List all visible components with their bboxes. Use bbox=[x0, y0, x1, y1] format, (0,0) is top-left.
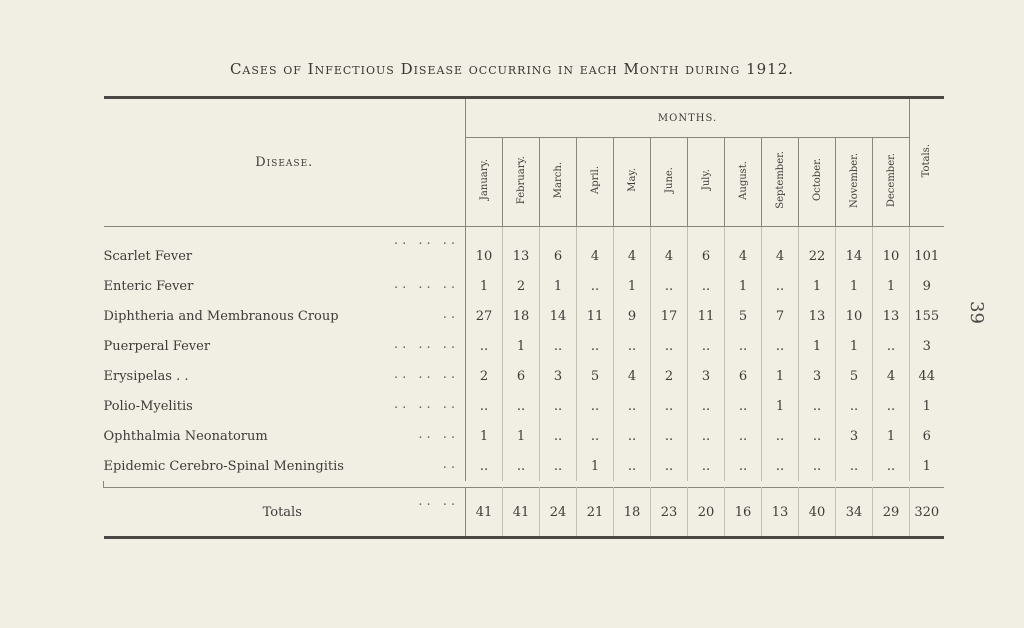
month-value-cell: .. bbox=[577, 421, 614, 451]
month-header bbox=[577, 138, 614, 227]
months-column-header: MONTHS. bbox=[466, 98, 910, 138]
disease-name: Diphtheria and Membranous Croup bbox=[104, 309, 343, 324]
month-value-cell: 1 bbox=[873, 271, 910, 301]
month-value-cell: .. bbox=[577, 271, 614, 301]
month-value-cell: 1 bbox=[762, 391, 799, 421]
month-value-cell: 2 bbox=[466, 361, 503, 391]
month-value-cell: .. bbox=[651, 391, 688, 421]
month-value-cell: 2 bbox=[503, 271, 540, 301]
month-value-cell: 29 bbox=[873, 488, 910, 538]
dot-leaders: .. .. bbox=[418, 494, 459, 509]
month-value-cell: .. bbox=[503, 451, 540, 481]
month-value-cell: 11 bbox=[688, 301, 725, 331]
month-value-cell: .. bbox=[873, 451, 910, 481]
month-value-cell: .. bbox=[688, 271, 725, 301]
month-value-cell: .. bbox=[651, 331, 688, 361]
dot-leaders: .. bbox=[442, 457, 459, 472]
row-total-cell: 155 bbox=[910, 301, 944, 331]
month-value-cell: 3 bbox=[836, 421, 873, 451]
month-value-cell: .. bbox=[688, 391, 725, 421]
table-row bbox=[104, 488, 944, 538]
table-row bbox=[104, 361, 944, 391]
month-header bbox=[540, 138, 577, 227]
table-row bbox=[104, 421, 944, 451]
month-value-cell: .. bbox=[466, 331, 503, 361]
disease-name-cell bbox=[104, 421, 466, 451]
month-value-cell: 6 bbox=[725, 361, 762, 391]
month-value-cell: 23 bbox=[651, 488, 688, 538]
month-value-cell: 1 bbox=[762, 361, 799, 391]
month-value-cell: 4 bbox=[725, 227, 762, 272]
month-value-cell: 13 bbox=[762, 488, 799, 538]
month-header bbox=[614, 138, 651, 227]
month-header-label: March. bbox=[552, 161, 564, 199]
month-value-cell: 14 bbox=[540, 301, 577, 331]
month-header-label: February. bbox=[515, 155, 527, 205]
month-value-cell: 4 bbox=[873, 361, 910, 391]
month-value-cell: 6 bbox=[540, 227, 577, 272]
month-value-cell: .. bbox=[540, 331, 577, 361]
month-value-cell: .. bbox=[725, 451, 762, 481]
month-header bbox=[873, 138, 910, 227]
month-value-cell: 9 bbox=[614, 301, 651, 331]
month-value-cell: 41 bbox=[466, 488, 503, 538]
month-header-label: June. bbox=[663, 167, 675, 193]
month-value-cell: 1 bbox=[503, 331, 540, 361]
month-value-cell: .. bbox=[762, 271, 799, 301]
month-value-cell: 21 bbox=[577, 488, 614, 538]
month-value-cell: .. bbox=[540, 391, 577, 421]
month-header bbox=[688, 138, 725, 227]
month-value-cell: 13 bbox=[503, 227, 540, 272]
month-value-cell: 1 bbox=[466, 421, 503, 451]
month-value-cell: .. bbox=[466, 451, 503, 481]
table-row bbox=[104, 391, 944, 421]
dot-leaders: .. .. .. bbox=[393, 277, 459, 292]
month-header-label: October. bbox=[811, 158, 823, 202]
month-value-cell: 22 bbox=[799, 227, 836, 272]
month-value-cell: 40 bbox=[799, 488, 836, 538]
month-header bbox=[725, 138, 762, 227]
table-title: Cases of Infectious Disease occurring in each Month during 1912. bbox=[229, 60, 795, 78]
month-value-cell: 1 bbox=[873, 421, 910, 451]
month-value-cell: .. bbox=[614, 391, 651, 421]
month-value-cell: 4 bbox=[577, 227, 614, 272]
month-value-cell: .. bbox=[873, 331, 910, 361]
month-value-cell: 10 bbox=[873, 227, 910, 272]
disease-name-cell bbox=[104, 271, 466, 301]
month-value-cell: .. bbox=[799, 391, 836, 421]
month-value-cell: 24 bbox=[540, 488, 577, 538]
month-header-label: November. bbox=[848, 152, 860, 208]
totals-column-header bbox=[910, 98, 944, 227]
month-value-cell: .. bbox=[540, 451, 577, 481]
disease-name-cell bbox=[104, 451, 466, 481]
month-value-cell: 1 bbox=[614, 271, 651, 301]
row-total-cell: 1 bbox=[910, 451, 944, 481]
month-header bbox=[836, 138, 873, 227]
totals-header-label: Totals. bbox=[921, 143, 933, 178]
month-value-cell: 10 bbox=[466, 227, 503, 272]
month-value-cell: .. bbox=[651, 451, 688, 481]
dot-leaders: .. bbox=[442, 307, 459, 322]
month-value-cell: 20 bbox=[688, 488, 725, 538]
disease-name: Erysipelas . . bbox=[104, 369, 193, 384]
month-value-cell: 18 bbox=[614, 488, 651, 538]
row-total-cell: 6 bbox=[910, 421, 944, 451]
dot-leaders: .. .. .. bbox=[393, 397, 459, 412]
disease-name-cell bbox=[104, 331, 466, 361]
disease-name: Polio-Myelitis bbox=[104, 399, 197, 414]
disease-name: Ophthalmia Neonatorum bbox=[104, 429, 272, 444]
row-total-cell: 101 bbox=[910, 227, 944, 272]
row-total-cell: 1 bbox=[910, 391, 944, 421]
month-value-cell: .. bbox=[725, 421, 762, 451]
month-value-cell: .. bbox=[651, 421, 688, 451]
month-value-cell: 17 bbox=[651, 301, 688, 331]
dot-leaders: .. .. bbox=[418, 427, 459, 442]
month-value-cell: .. bbox=[725, 331, 762, 361]
month-value-cell: 6 bbox=[688, 227, 725, 272]
month-value-cell: 13 bbox=[799, 301, 836, 331]
month-header-label: April. bbox=[589, 166, 601, 194]
month-header-label: January. bbox=[478, 159, 490, 201]
disease-name-cell bbox=[104, 391, 466, 421]
month-value-cell: .. bbox=[540, 421, 577, 451]
month-value-cell: 4 bbox=[762, 227, 799, 272]
month-value-cell: .. bbox=[688, 421, 725, 451]
month-value-cell: 3 bbox=[540, 361, 577, 391]
month-header-label: December. bbox=[885, 152, 897, 208]
row-total-cell: 320 bbox=[910, 488, 944, 538]
month-value-cell: 7 bbox=[762, 301, 799, 331]
disease-name-cell bbox=[104, 301, 466, 331]
month-value-cell: 1 bbox=[836, 271, 873, 301]
month-value-cell: 27 bbox=[466, 301, 503, 331]
month-value-cell: .. bbox=[688, 451, 725, 481]
row-total-cell: 44 bbox=[910, 361, 944, 391]
month-value-cell: 5 bbox=[577, 361, 614, 391]
month-value-cell: 41 bbox=[503, 488, 540, 538]
month-value-cell: 1 bbox=[503, 421, 540, 451]
month-value-cell: .. bbox=[503, 391, 540, 421]
month-value-cell: 6 bbox=[503, 361, 540, 391]
month-value-cell: 1 bbox=[540, 271, 577, 301]
month-header-label: May. bbox=[626, 168, 638, 192]
month-value-cell: .. bbox=[614, 331, 651, 361]
month-value-cell: 5 bbox=[836, 361, 873, 391]
infectious-disease-table bbox=[103, 96, 944, 539]
table-row bbox=[104, 271, 944, 301]
disease-name: Enteric Fever bbox=[104, 279, 198, 294]
month-value-cell: 4 bbox=[614, 227, 651, 272]
month-value-cell: .. bbox=[799, 451, 836, 481]
month-value-cell: .. bbox=[466, 391, 503, 421]
month-header bbox=[799, 138, 836, 227]
table-row bbox=[104, 451, 944, 481]
month-header-label: July. bbox=[700, 169, 712, 191]
month-value-cell: 18 bbox=[503, 301, 540, 331]
dot-leaders: .. .. .. bbox=[393, 233, 459, 248]
month-header bbox=[651, 138, 688, 227]
row-total-cell: 3 bbox=[910, 331, 944, 361]
month-value-cell: 16 bbox=[725, 488, 762, 538]
month-value-cell: 11 bbox=[577, 301, 614, 331]
month-value-cell: 10 bbox=[836, 301, 873, 331]
month-value-cell: .. bbox=[762, 421, 799, 451]
month-value-cell: .. bbox=[688, 331, 725, 361]
disease-name-cell bbox=[104, 227, 466, 272]
table-row bbox=[104, 331, 944, 361]
month-header bbox=[503, 138, 540, 227]
month-value-cell: .. bbox=[799, 421, 836, 451]
month-value-cell: 1 bbox=[799, 271, 836, 301]
disease-name-cell bbox=[104, 361, 466, 391]
month-value-cell: 5 bbox=[725, 301, 762, 331]
month-value-cell: .. bbox=[873, 391, 910, 421]
month-header bbox=[466, 138, 503, 227]
month-value-cell: .. bbox=[836, 451, 873, 481]
month-value-cell: 1 bbox=[799, 331, 836, 361]
disease-name: Epidemic Cerebro-Spinal Meningitis bbox=[104, 459, 348, 474]
disease-name: Puerperal Fever bbox=[104, 339, 215, 354]
month-header-label: September. bbox=[774, 151, 786, 209]
month-value-cell: 3 bbox=[688, 361, 725, 391]
month-value-cell: 1 bbox=[466, 271, 503, 301]
month-value-cell: .. bbox=[577, 391, 614, 421]
month-value-cell: .. bbox=[614, 451, 651, 481]
month-header bbox=[762, 138, 799, 227]
table-row bbox=[104, 227, 944, 272]
month-value-cell: .. bbox=[614, 421, 651, 451]
month-value-cell: .. bbox=[725, 391, 762, 421]
month-header-label: August. bbox=[737, 160, 749, 200]
month-value-cell: 1 bbox=[836, 331, 873, 361]
row-total-cell: 9 bbox=[910, 271, 944, 301]
month-value-cell: .. bbox=[577, 331, 614, 361]
month-value-cell: 3 bbox=[799, 361, 836, 391]
month-value-cell: 2 bbox=[651, 361, 688, 391]
disease-column-header: Disease. bbox=[104, 98, 466, 227]
month-value-cell: .. bbox=[836, 391, 873, 421]
month-value-cell: 4 bbox=[614, 361, 651, 391]
month-value-cell: 34 bbox=[836, 488, 873, 538]
month-value-cell: 1 bbox=[725, 271, 762, 301]
dot-leaders: .. .. .. bbox=[393, 367, 459, 382]
dot-leaders: .. .. .. bbox=[393, 337, 459, 352]
month-value-cell: .. bbox=[762, 451, 799, 481]
month-value-cell: .. bbox=[651, 271, 688, 301]
month-value-cell: 13 bbox=[873, 301, 910, 331]
page-number: 39 bbox=[965, 301, 987, 324]
month-value-cell: 14 bbox=[836, 227, 873, 272]
month-value-cell: .. bbox=[762, 331, 799, 361]
month-value-cell: 1 bbox=[577, 451, 614, 481]
disease-name: Totals bbox=[263, 505, 306, 520]
table-row bbox=[104, 301, 944, 331]
disease-name: Scarlet Fever bbox=[104, 249, 197, 264]
month-value-cell: 4 bbox=[651, 227, 688, 272]
disease-name-cell bbox=[104, 488, 466, 538]
